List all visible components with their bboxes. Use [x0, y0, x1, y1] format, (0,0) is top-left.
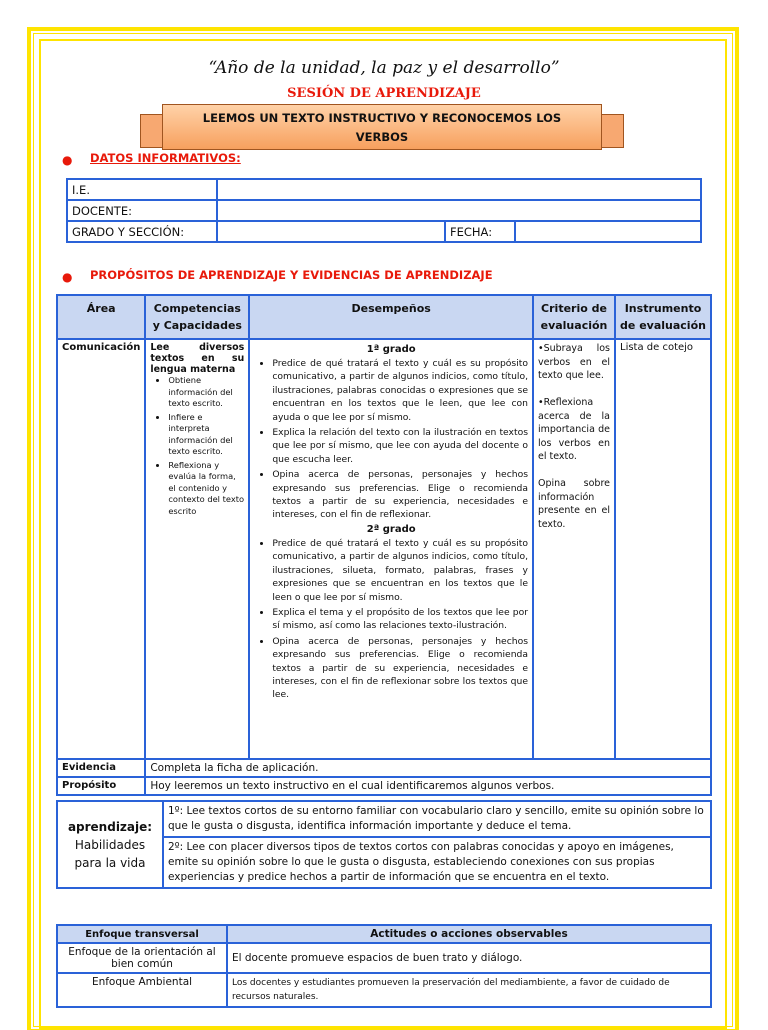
header-competencias: Competencias y Capacidades [145, 295, 249, 339]
ribbon-line-2: VERBOS [355, 130, 409, 144]
instrumento-value: Lista de cotejo [620, 342, 694, 353]
desempeno-item: • Predice de qué tratará el texto y cuál es su propósito comunicativo, a partir de algunos indicios, como título, ilustraciones, palabras conocidas o expresiones que se encuentran en los textos que le leen, que lee con ayuda o que lee por sí mismo. [272, 357, 528, 424]
header-area: Área [57, 295, 145, 339]
header-criterio: Criterio de evaluación [533, 295, 615, 339]
desempeno-item: • Explica la relación del texto con la ilustración en textos que lee por sí mismo, que lee con ayuda del docente o que escucha leer. [272, 426, 528, 466]
desempenos1-list [254, 357, 528, 522]
bullet-icon: ● [62, 153, 73, 167]
ie-label: I.E. [67, 179, 217, 200]
docente-value[interactable] [217, 200, 701, 221]
aprendizaje-label: aprendizaje: [67, 819, 153, 834]
grado-label: GRADO Y SECCIÓN: [67, 221, 217, 242]
proposito-value: Hoy leeremos un texto instructivo en el cual identificaremos algunos verbos. [150, 780, 555, 792]
competencia: Lee diversos textos en su lengua materna [150, 342, 245, 375]
evidencia-label: Evidencia [62, 762, 116, 773]
desempenos2-list [254, 537, 528, 702]
habilidades-label: Habilidades para la vida [74, 837, 146, 870]
propositos-title: PROPÓSITOS DE APRENDIZAJE Y EVIDENCIAS DE APRENDIZAJE [90, 268, 493, 282]
grado2-heading: 2ª grado [366, 523, 416, 535]
habilidades-table [56, 800, 712, 889]
capacidades-list [150, 375, 244, 517]
enfoque-row2-value: Los docentes y estudiantes promueven la preservación del mediambiente, a favor de cuidado de recursos naturales. [227, 973, 711, 1007]
criterio-item: •Subraya los verbos en el texto que lee. [538, 343, 610, 381]
desempeno-item: • Opina acerca de personas, personajes y hechos expresando sus preferencias. Elige o recomienda textos a partir de su experiencia, necesidades e intereses, con el fin de reflexionar. [272, 468, 528, 522]
criterio-item: Opina sobre información presente en el texto. [538, 478, 610, 530]
capacidad-item: • Infiere e interpreta información del texto escrito. [168, 412, 244, 458]
enfoque-row1-label: Enfoque de la orientación al bien común [57, 943, 227, 973]
criterio-item: •Reflexiona acerca de la importancia de los verbos en el texto. [538, 397, 610, 462]
header-desempenos: Desempeños [249, 295, 533, 339]
desempeno-item: • Explica el tema y el propósito de los textos que lee por sí mismo, así como las relaciones texto-ilustración. [272, 606, 528, 633]
info-table [66, 178, 702, 243]
propositos-table [56, 294, 712, 796]
enfoque-row2-label: Enfoque Ambiental [57, 973, 227, 1007]
session-title: SESIÓN DE APRENDIZAJE [287, 86, 481, 101]
enfoque-header: Enfoque transversal [57, 925, 227, 943]
enfoque-table [56, 924, 712, 1008]
grado1-heading: 1ª grado [366, 344, 416, 355]
fecha-value[interactable] [515, 221, 701, 242]
fecha-label: FECHA: [445, 221, 515, 242]
header-instrumento: Instrumento de evaluación [615, 295, 711, 339]
docente-label: DOCENTE: [67, 200, 217, 221]
area-value: Comunicación [62, 342, 141, 353]
evidencia-value: Completa la ficha de aplicación. [150, 762, 319, 774]
datos-title: DATOS INFORMATIVOS: [90, 151, 241, 165]
capacidad-item: • Obtiene información del texto escrito. [168, 375, 244, 410]
enfoque-row1-value: El docente promueve espacios de buen trato y diálogo. [227, 943, 711, 973]
capacidad-item: • Reflexiona y evalúa la forma, el contenido y contexto del texto escrito [168, 460, 244, 518]
habilidad-1: 1º: Lee textos cortos de su entorno familiar con vocabulario claro y sencillo, emite su opinión sobre lo que le gusta o disgusta, identifica información importante y deduce el tema. [168, 805, 704, 832]
ie-value[interactable] [217, 179, 701, 200]
ribbon-line-1: LEEMOS UN TEXTO INSTRUCTIVO Y RECONOCEMOS LOS [202, 111, 562, 125]
actitudes-header: Actitudes o acciones observables [227, 925, 711, 943]
desempeno-item: • Predice de qué tratará el texto y cuál es su propósito comunicativo, a partir de algunos indicios, como título, ilustraciones, silueta, formato, palabras, frases y expresiones que se encuentran en los textos que le leen o que lee por sí mismo. [272, 537, 528, 604]
grado-value[interactable] [217, 221, 445, 242]
desempeno-item: • Opina acerca de personas, personajes y hechos expresando sus preferencias. Elige o recomienda textos a partir de su experiencia, necesidades e intereses, con el fin de reflexionar sobre los textos que lee. [272, 635, 528, 702]
motto: “Año de la unidad, la paz y el desarrollo” [208, 58, 560, 78]
bullet-icon: ● [62, 270, 73, 284]
proposito-label: Propósito [62, 780, 117, 791]
habilidad-2: 2º: Lee con placer diversos tipos de textos cortos con palabras conocidas y apoyo en imágenes, emite su opinión sobre lo que le gusta o disgusta, estableciendo conexiones con sus propias experiencias y predice hechos a partir de información que se encuentra en el texto. [168, 841, 674, 883]
title-ribbon [162, 104, 602, 150]
